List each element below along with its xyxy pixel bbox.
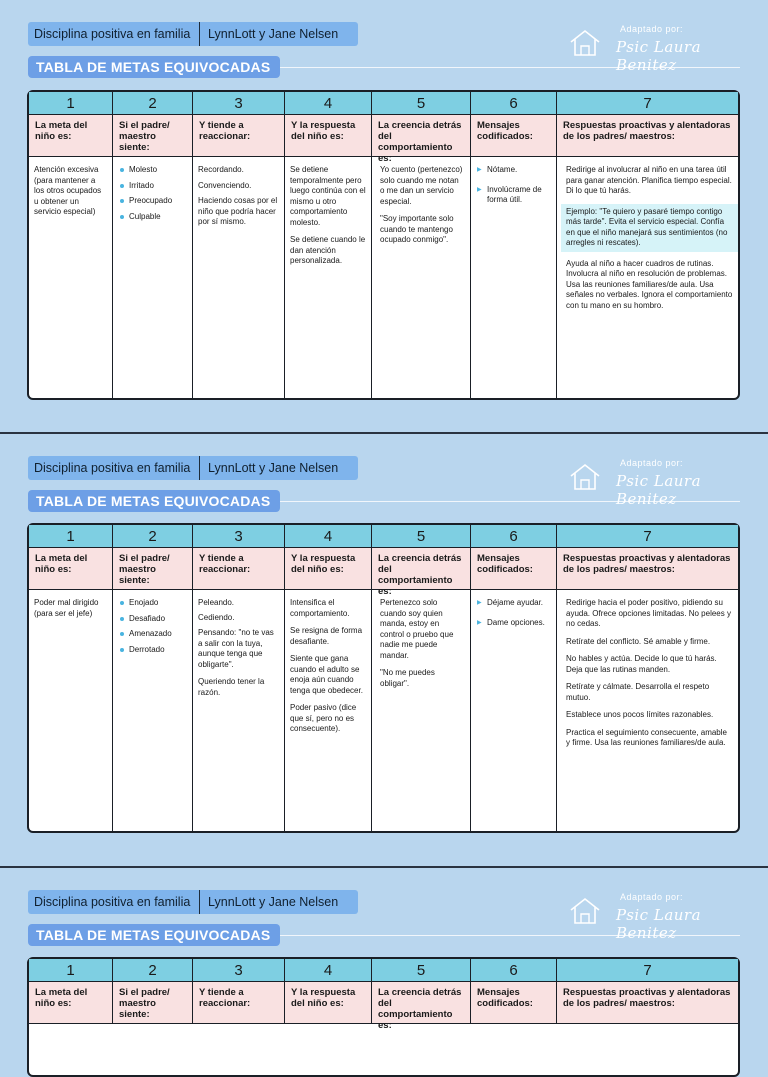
react-text: Convenciendo. (198, 180, 252, 190)
goal-text: Atención excesiva (para mantener a los otros ocupados u obtener un servicio especial) (34, 165, 102, 216)
adapted-by-label: Adaptado por: (620, 892, 684, 902)
react-cell (193, 157, 285, 398)
belief-text: Yo cuento (pertenezco) solo cuando me notan o me dan un servicio especial. (380, 165, 463, 206)
table-row (29, 157, 738, 398)
column-number-row (29, 525, 738, 548)
col-header: La creencia detrás del comportamiento es: (372, 982, 471, 1023)
col-number: 4 (285, 959, 372, 981)
list-item: Preocupado (118, 196, 187, 207)
col-header: La creencia detrás del comportamiento es: (372, 115, 471, 156)
list-item: ▶ Dame opciones. (476, 618, 551, 629)
col-number: 7 (643, 527, 652, 545)
brand-logo (568, 458, 748, 508)
feelings-cell (113, 590, 193, 831)
col-number: 3 (193, 959, 285, 981)
book-title: Disciplina positiva en familia (28, 22, 200, 46)
responses-cell (557, 157, 738, 398)
col-header: Y la respuesta del niño es: (285, 982, 372, 1023)
col-number: 3 (193, 525, 285, 547)
header-title (28, 456, 358, 480)
response-text: Retírate y cálmate. Desarrolla el respeto mutuo. (566, 682, 710, 702)
col-number: 1 (29, 525, 113, 547)
table-title-badge: TABLA DE METAS EQUIVOCADAS (28, 490, 280, 512)
react-cell (193, 590, 285, 831)
react-text: Recordando. (198, 165, 244, 174)
authors: LynnLott y Jane Nelsen (208, 461, 339, 475)
col-number: 5 (372, 92, 471, 114)
messages-cell (471, 157, 557, 398)
col-number: 7 (643, 961, 652, 979)
child-response-text: Se detiene cuando le dan atención personalizada. (290, 235, 366, 265)
col-header: Si el padre/ maestro siente: (113, 982, 193, 1023)
house-logo-icon (568, 462, 602, 492)
list-item: Derrotado (118, 645, 187, 656)
col-header: Y tiende a reaccionar: (193, 548, 285, 589)
table-row (29, 590, 738, 831)
col-header: La creencia detrás del comportamiento es: (372, 548, 471, 589)
col-header: Respuestas proactivas y alentadoras de los padres/ maestros: (563, 987, 731, 1009)
col-header: Mensajes codificados: (471, 548, 557, 589)
col-number: 2 (113, 92, 193, 114)
list-item: Enojado (118, 598, 187, 609)
col-number: 5 (372, 525, 471, 547)
belief-cell (372, 157, 471, 398)
adapted-by-label: Adaptado por: (620, 24, 684, 34)
col-number: 4 (285, 525, 372, 547)
adapted-by-label: Adaptado por: (620, 458, 684, 468)
react-text: Haciendo cosas por el niño que podría hacer por sí mismo. (198, 196, 278, 226)
goals-table (27, 523, 740, 833)
authors: LynnLott y Jane Nelsen (208, 27, 339, 41)
goal-cell (29, 157, 113, 398)
page-1 (0, 0, 768, 432)
list-item: Irritado (118, 181, 187, 192)
signature: Psic Laura Benitez (616, 906, 702, 942)
list-item: Molesto (118, 165, 187, 176)
col-header: Mensajes codificados: (471, 115, 557, 156)
col-number: 7 (643, 94, 652, 112)
col-number: 4 (285, 92, 372, 114)
authors: LynnLott y Jane Nelsen (208, 895, 339, 909)
col-number: 2 (113, 525, 193, 547)
col-number: 3 (193, 92, 285, 114)
col-header: Respuestas proactivas y alentadoras de los padres/ maestros: (563, 553, 731, 575)
react-text: Cediendo. (198, 612, 235, 622)
list-item: ▶ Déjame ayudar. (476, 598, 551, 609)
col-header: Si el padre/ maestro siente: (113, 115, 193, 156)
response-text: Retírate del conflicto. Sé amable y firme. (566, 636, 711, 646)
feelings-cell (113, 157, 193, 398)
col-number: 1 (29, 92, 113, 114)
col-number: 5 (372, 959, 471, 981)
column-header-row (29, 548, 738, 597)
response-example: Ejemplo: "Te quiero y pasaré tiempo contigo más tarde". Evita el servicio especial. Confía en que el niño manejará sus sentimientos (no arregles ni rescates). (561, 204, 738, 252)
column-header-row (29, 115, 738, 164)
column-header-row (29, 982, 738, 1031)
page-3 (0, 868, 768, 1031)
col-header: La meta del niño es: (29, 548, 113, 589)
col-header: Y la respuesta del niño es: (285, 115, 372, 156)
house-logo-icon (568, 896, 602, 926)
list-item: ▶ Involúcrame de forma útil. (476, 185, 551, 206)
signature: Psic Laura Benitez (616, 472, 702, 508)
col-header: Y tiende a reaccionar: (193, 982, 285, 1023)
col-header: Respuestas proactivas y alentadoras de los padres/ maestros: (563, 120, 731, 142)
col-header: Si el padre/ maestro siente: (113, 548, 193, 589)
react-text: Queriendo tener la razón. (198, 677, 265, 697)
page-2 (0, 434, 768, 866)
col-number: 2 (113, 959, 193, 981)
response-text: No hables y actúa. Decide lo que tú harás. Deja que las rutinas manden. (566, 654, 717, 674)
child-response-text: Se detiene temporalmente pero luego continúa con el mismo u otro comportamiento molesto. (290, 165, 366, 227)
responses-cell (557, 590, 738, 831)
react-text: Peleando. (198, 598, 235, 607)
list-item: Culpable (118, 212, 187, 223)
response-text: Establece unos pocos límites razonables. (566, 710, 714, 719)
col-header: Y la respuesta del niño es: (285, 548, 372, 589)
belief-cell (372, 590, 471, 831)
brand-logo (568, 892, 748, 942)
col-header: Y tiende a reaccionar: (193, 115, 285, 156)
messages-cell (471, 590, 557, 831)
col-number: 6 (471, 525, 557, 547)
book-title: Disciplina positiva en familia (28, 456, 200, 480)
signature: Psic Laura Benitez (616, 38, 702, 74)
belief-text: "No me puedes obligar". (380, 668, 435, 688)
child-response-text: Se resigna de forma desafiante. (290, 626, 363, 646)
goal-text: Poder mal dirigido (para ser el jefe) (34, 598, 99, 618)
list-item: ▶ Nótame. (476, 165, 551, 176)
goal-cell (29, 590, 113, 831)
header-title (28, 22, 358, 46)
col-number: 1 (29, 959, 113, 981)
goals-table (27, 957, 740, 1077)
col-number: 6 (471, 959, 557, 981)
table-title-badge: TABLA DE METAS EQUIVOCADAS (28, 924, 280, 946)
belief-text: "Soy importante solo cuando te mantengo ocupado conmigo". (380, 214, 454, 244)
react-text: Pensando: "no te vas a salir con la tuya, aunque tenga que obligarte". (198, 628, 274, 669)
column-number-row (29, 959, 738, 982)
col-header: La meta del niño es: (29, 115, 113, 156)
response-text: Ayuda al niño a hacer cuadros de rutinas. Involucra al niño en resolución de problemas. Usa las reuniones familiares/de aula. Usa señales no verbales. Ignora el comportamiento con tu mano en su hombro. (566, 258, 733, 310)
col-number: 6 (471, 92, 557, 114)
belief-text: Pertenezco solo cuando soy quien manda, estoy en control o pruebo que nadie me puede mandar. (380, 598, 454, 660)
table-title-badge: TABLA DE METAS EQUIVOCADAS (28, 56, 280, 78)
response-text: Practica el seguimiento consecuente, amable y firme. Usa las reuniones familiares/de aula. (566, 727, 727, 747)
house-logo-icon (568, 28, 602, 58)
brand-logo (568, 24, 748, 74)
header-title (28, 890, 358, 914)
child-response-cell (285, 590, 372, 831)
response-text: Redirige hacia el poder positivo, pidiendo su ayuda. Ofrece opciones limitadas. No pelees y no cedas. (566, 598, 731, 628)
child-response-cell (285, 157, 372, 398)
response-text: Redirige al involucrar al niño en una tarea útil para ganar atención. Planifica tiempo especial. Di lo que tú harás. (566, 165, 732, 195)
goals-table (27, 90, 740, 400)
child-response-text: Poder pasivo (dice que sí, pero no es consecuente). (290, 703, 357, 733)
col-header: Mensajes codificados: (471, 982, 557, 1023)
list-item: Amenazado (118, 629, 187, 640)
child-response-text: Siente que gana cuando el adulto se enoja aún cuando tenga que obedecer. (290, 654, 363, 695)
column-number-row (29, 92, 738, 115)
child-response-text: Intensifica el comportamiento. (290, 598, 350, 618)
col-header: La meta del niño es: (29, 982, 113, 1023)
book-title: Disciplina positiva en familia (28, 890, 200, 914)
list-item: Desafiado (118, 614, 187, 625)
